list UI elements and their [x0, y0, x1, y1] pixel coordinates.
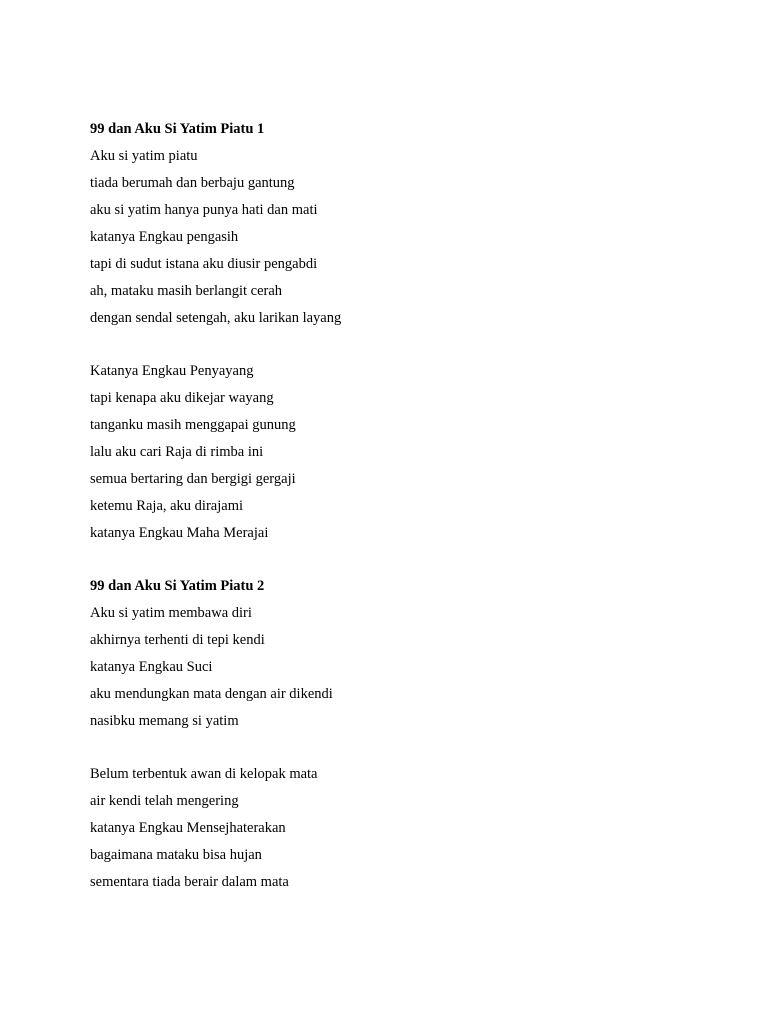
poem-line: semua bertaring dan bergigi gergaji: [90, 471, 296, 487]
poem-2-title: 99 dan Aku Si Yatim Piatu 2: [90, 578, 265, 594]
poem-line: tiada berumah dan berbaju gantung: [90, 175, 295, 191]
stanza-gap: [90, 332, 690, 358]
poem-line: katanya Engkau pengasih: [90, 229, 239, 245]
poem-line: tanganku masih menggapai gunung: [90, 417, 296, 433]
document-page: [90, 116, 690, 896]
poem-line: katanya Engkau Suci: [90, 659, 213, 675]
poem-line: katanya Engkau Mensejhaterakan: [90, 820, 286, 836]
poem-line: Aku si yatim membawa diri: [90, 605, 252, 621]
poem-line: nasibku memang si yatim: [90, 713, 239, 729]
poem-line: air kendi telah mengering: [90, 793, 239, 809]
poem-line: sementara tiada berair dalam mata: [90, 874, 289, 890]
poem-line: tapi di sudut istana aku diusir pengabdi: [90, 256, 318, 272]
poem-line: Belum terbentuk awan di kelopak mata: [90, 766, 318, 782]
poem-line: tapi kenapa aku dikejar wayang: [90, 390, 274, 406]
poem-line: aku mendungkan mata dengan air dikendi: [90, 686, 333, 702]
poem-line: akhirnya terhenti di tepi kendi: [90, 632, 265, 648]
stanza-gap: [90, 735, 690, 761]
poem-line: katanya Engkau Maha Merajai: [90, 525, 269, 541]
poem-line: ah, mataku masih berlangit cerah: [90, 283, 283, 299]
poem-line: Aku si yatim piatu: [90, 148, 198, 164]
stanza-gap: [90, 547, 690, 573]
poem-1-title: 99 dan Aku Si Yatim Piatu 1: [90, 121, 265, 137]
poem-line: lalu aku cari Raja di rimba ini: [90, 444, 264, 460]
poem-line: dengan sendal setengah, aku larikan layang: [90, 310, 342, 326]
poem-line: Katanya Engkau Penyayang: [90, 363, 254, 379]
poem-line: aku si yatim hanya punya hati dan mati: [90, 202, 318, 218]
poem-line: bagaimana mataku bisa hujan: [90, 847, 262, 863]
poem-line: ketemu Raja, aku dirajami: [90, 498, 244, 514]
